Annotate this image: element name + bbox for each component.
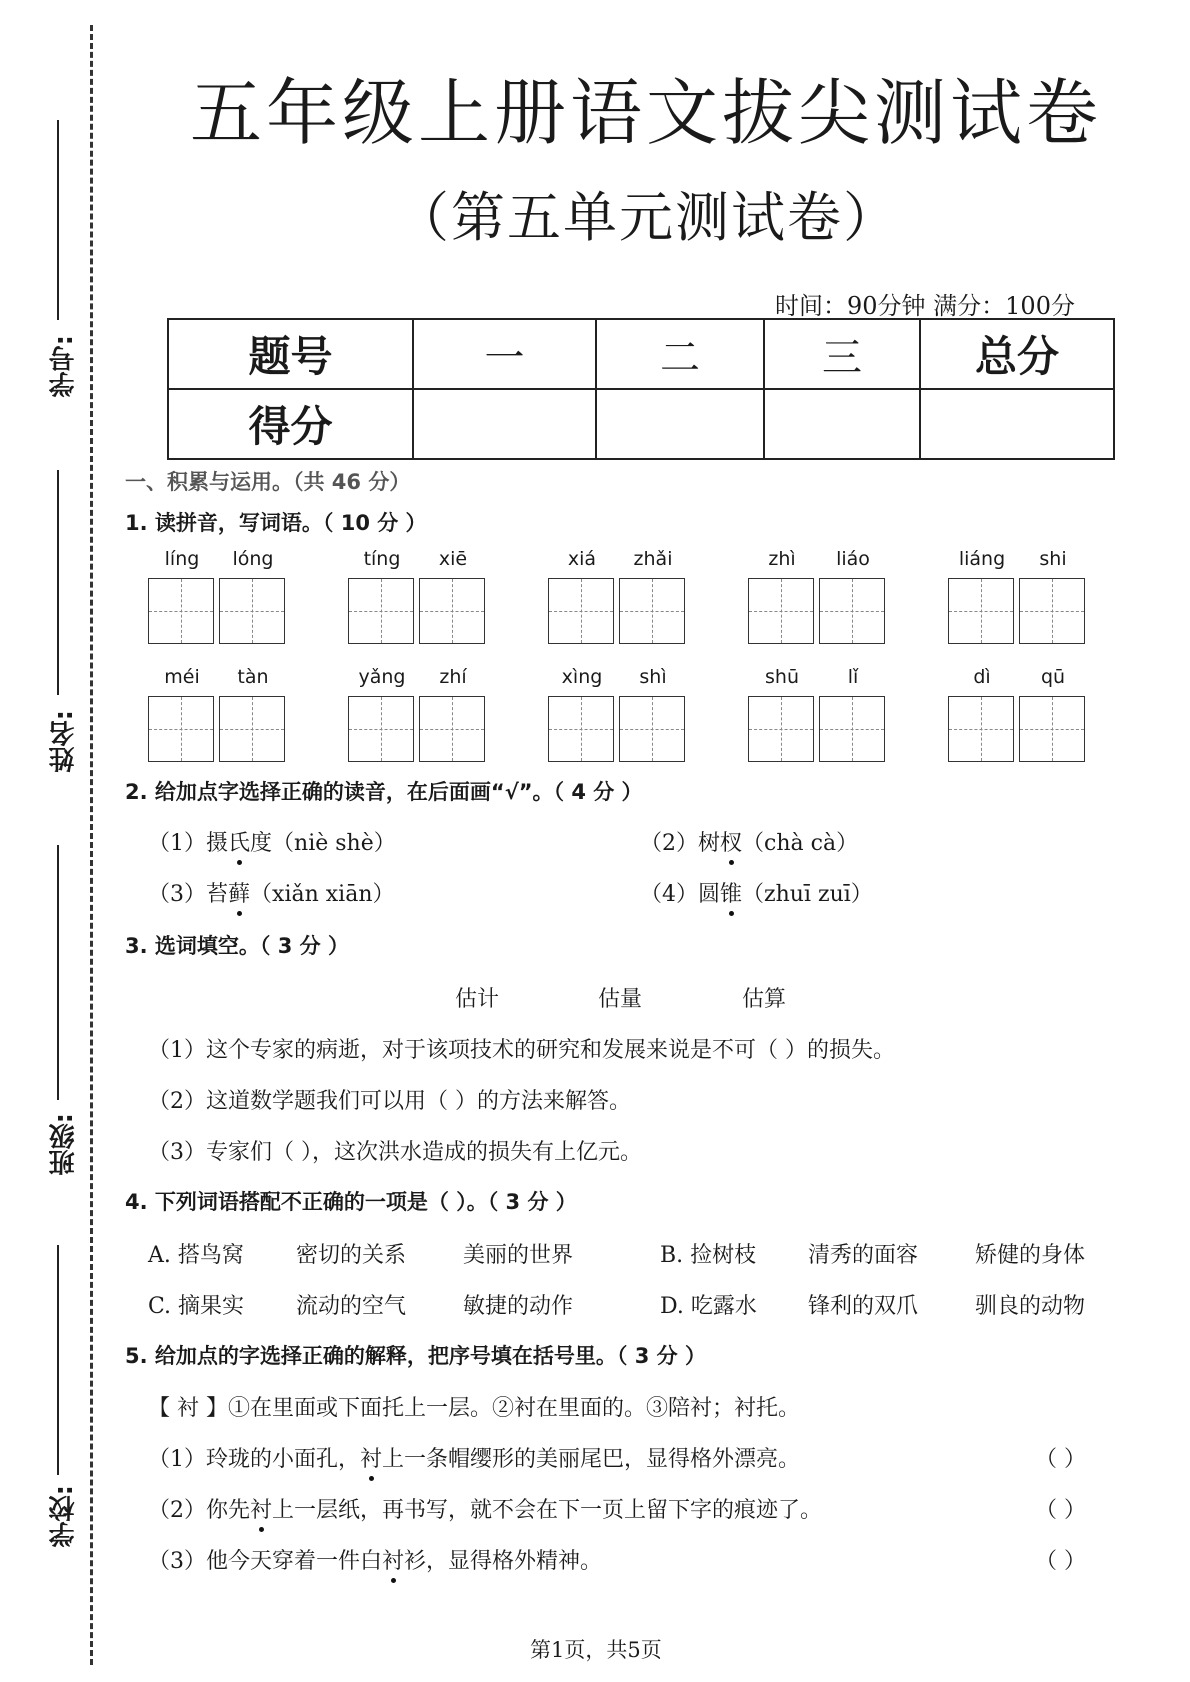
- question-3-heading: 3. 选词填空。（ 3 分 ）: [125, 934, 349, 958]
- q5-text: （1）玲珑的小面孔，: [148, 1447, 360, 1472]
- q4-option: C. 摘果实: [148, 1294, 245, 1319]
- dotted-character: 杈: [720, 826, 742, 857]
- pinyin-syllable: shū: [765, 666, 799, 688]
- school-line: [57, 1245, 59, 1475]
- school-label: 学校:: [49, 1485, 79, 1548]
- q4-option: 锋利的双爪: [808, 1294, 919, 1319]
- q4-option: 密切的关系: [296, 1243, 407, 1268]
- question-2-heading: 2. 给加点字选择正确的读音，在后面画“√”。（ 4 分 ）: [125, 780, 643, 804]
- character-writing-box[interactable]: [948, 578, 1014, 644]
- dotted-character: 氏: [228, 826, 250, 857]
- score-header-cell: 题号: [168, 319, 413, 389]
- q4-option: 敏捷的动作: [463, 1294, 574, 1319]
- pinyin-syllable: dì: [973, 666, 991, 688]
- character-writing-box[interactable]: [819, 696, 885, 762]
- class-field[interactable]: [20, 845, 90, 1175]
- character-writing-box[interactable]: [219, 696, 285, 762]
- character-writing-box[interactable]: [148, 578, 214, 644]
- pinyin-syllable: zhǎi: [633, 548, 673, 570]
- pinyin-syllable: zhí: [439, 666, 467, 688]
- character-writing-box[interactable]: [948, 696, 1014, 762]
- q2-item-1: [148, 826, 396, 857]
- q2-item-text: 苔: [206, 882, 229, 907]
- q5-text: 衫，显得格外精神。: [404, 1549, 603, 1574]
- character-writing-box[interactable]: [619, 696, 685, 762]
- score-table: [167, 318, 1115, 460]
- q4-option: 驯良的动物: [975, 1294, 1086, 1319]
- q2-item-options[interactable]: 度（niè shè）: [250, 831, 396, 856]
- q4-option: 流动的空气: [296, 1294, 407, 1319]
- score-header-cell: 三: [764, 319, 920, 389]
- pinyin-syllable: xìng: [561, 666, 603, 688]
- q5-text: （2）你先: [148, 1498, 250, 1523]
- character-writing-box[interactable]: [1019, 696, 1085, 762]
- q3-sentence-2[interactable]: （2）这道数学题我们可以用（ ）的方法来解答。: [148, 1089, 631, 1114]
- page-subtitle: （第五单元测试卷）: [395, 186, 899, 249]
- pinyin-syllable: tíng: [363, 548, 401, 570]
- student-id-field[interactable]: [20, 120, 90, 410]
- question-5-heading: 5. 给加点的字选择正确的解释，把序号填在括号里。（ 3 分 ）: [125, 1344, 706, 1368]
- answer-paren[interactable]: （ ）: [1035, 1447, 1086, 1472]
- q2-item-text: 摄: [206, 831, 229, 856]
- character-writing-box[interactable]: [219, 578, 285, 644]
- character-writing-box[interactable]: [348, 578, 414, 644]
- q2-item-2: [640, 826, 858, 857]
- score-header-cell: 总分: [920, 319, 1114, 389]
- q5-text: 上一条帽缨形的美丽尾巴，显得格外漂亮。: [382, 1447, 801, 1472]
- dotted-character: 衬: [360, 1442, 382, 1473]
- name-label: 姓名:: [49, 710, 79, 773]
- pinyin-syllable: lǐ: [847, 666, 859, 688]
- question-1-heading: 1. 读拼音，写词语。（ 10 分 ）: [125, 511, 427, 535]
- page-footer: 第1页，共5页: [530, 1638, 662, 1662]
- pinyin-syllable: méi: [164, 666, 200, 688]
- pinyin-syllable: liáng: [958, 548, 1006, 570]
- class-label: 班级:: [49, 1113, 79, 1176]
- page-title: 五年级上册语文拔尖测试卷: [190, 71, 1103, 155]
- question-4-heading[interactable]: 4. 下列词语搭配不正确的一项是（ ）。（ 3 分 ）: [125, 1190, 577, 1214]
- character-writing-box[interactable]: [748, 578, 814, 644]
- student-id-line: [57, 120, 59, 320]
- q2-item-number: （2）: [640, 831, 698, 856]
- character-writing-box[interactable]: [1019, 578, 1085, 644]
- score-input-cell[interactable]: [920, 389, 1114, 459]
- character-writing-box[interactable]: [348, 696, 414, 762]
- character-writing-box[interactable]: [548, 578, 614, 644]
- q2-item-text: 树: [698, 831, 721, 856]
- score-input-cell[interactable]: [764, 389, 920, 459]
- score-header-cell: 一: [413, 319, 596, 389]
- pinyin-word-group: [948, 666, 1088, 756]
- word-option: 估量: [598, 987, 643, 1012]
- q4-option: 美丽的世界: [463, 1243, 574, 1268]
- q3-sentence-1[interactable]: （1）这个专家的病逝，对于该项技术的研究和发展来说是不可（ ）的损失。: [148, 1038, 895, 1063]
- pinyin-word-group: [348, 548, 488, 638]
- pinyin-word-group: [748, 548, 888, 638]
- pinyin-word-group: [548, 666, 688, 756]
- student-id-label: 学号:: [49, 335, 79, 398]
- pinyin-syllable: shi: [1039, 548, 1067, 570]
- pinyin-word-group: [548, 548, 688, 638]
- q3-sentence-3[interactable]: （3）专家们（ ），这次洪水造成的损失有上亿元。: [148, 1140, 642, 1165]
- character-writing-box[interactable]: [619, 578, 685, 644]
- pinyin-syllable: liáo: [836, 548, 870, 570]
- character-writing-box[interactable]: [419, 696, 485, 762]
- q4-option: D. 吃露水: [660, 1294, 757, 1319]
- q2-item-4: [640, 877, 873, 908]
- name-field[interactable]: [20, 470, 90, 790]
- q2-item-options[interactable]: （xiǎn xiān）: [250, 882, 395, 907]
- pinyin-word-group: [748, 666, 888, 756]
- pinyin-syllable: lóng: [232, 548, 274, 570]
- pinyin-syllable: shì: [639, 666, 667, 688]
- score-row-label: 得分: [168, 389, 413, 459]
- pinyin-syllable: qū: [1040, 666, 1066, 688]
- pinyin-word-group: [148, 548, 288, 638]
- q2-item-text: 圆: [698, 882, 721, 907]
- q4-option: A. 搭鸟窝: [148, 1243, 244, 1268]
- q5-sentence-2: [148, 1493, 822, 1524]
- pinyin-word-group: [348, 666, 488, 756]
- q5-definition: 【 衬 】①在里面或下面托上一层。②衬在里面的。③陪衬；衬托。: [148, 1396, 800, 1421]
- character-writing-box[interactable]: [748, 696, 814, 762]
- pinyin-syllable: zhì: [768, 548, 796, 570]
- character-writing-box[interactable]: [419, 578, 485, 644]
- character-writing-box[interactable]: [548, 696, 614, 762]
- q2-item-number: （1）: [148, 831, 206, 856]
- q4-option: B. 捡树枝: [660, 1243, 757, 1268]
- q5-text: （3）他今天穿着一件白: [148, 1549, 382, 1574]
- school-field[interactable]: [20, 1245, 90, 1548]
- score-header-cell: 二: [596, 319, 764, 389]
- character-writing-box[interactable]: [148, 696, 214, 762]
- name-line: [57, 470, 59, 695]
- q5-sentence-3: [148, 1544, 602, 1575]
- answer-paren[interactable]: （ ）: [1035, 1549, 1086, 1574]
- score-input-cell[interactable]: [413, 389, 596, 459]
- section-1-heading: 一、积累与运用。（共 46 分）: [125, 470, 411, 494]
- q2-item-number: （3）: [148, 882, 206, 907]
- q2-item-options[interactable]: （chà cà）: [742, 831, 859, 856]
- pinyin-syllable: tàn: [237, 666, 269, 688]
- q2-item-3: [148, 877, 394, 908]
- class-line: [57, 845, 59, 1100]
- answer-paren[interactable]: （ ）: [1035, 1498, 1086, 1523]
- pinyin-syllable: xiē: [438, 548, 468, 570]
- q5-text: 上一层纸，再书写，就不会在下一页上留下字的痕迹了。: [272, 1498, 823, 1523]
- q4-option: 清秀的面容: [808, 1243, 919, 1268]
- character-writing-box[interactable]: [819, 578, 885, 644]
- pinyin-word-group: [148, 666, 288, 756]
- dotted-character: 衬: [250, 1493, 272, 1524]
- word-option: 估算: [742, 987, 787, 1012]
- binding-dashed-line: [90, 25, 93, 1665]
- pinyin-syllable: yǎng: [358, 666, 406, 688]
- dotted-character: 衬: [382, 1544, 404, 1575]
- q2-item-number: （4）: [640, 882, 698, 907]
- word-option: 估计: [455, 987, 500, 1012]
- dotted-character: 藓: [228, 877, 250, 908]
- pinyin-word-group: [948, 548, 1088, 638]
- q5-sentence-1: [148, 1442, 800, 1473]
- dotted-character: 锥: [720, 877, 742, 908]
- pinyin-syllable: xiá: [567, 548, 597, 570]
- q4-option: 矫健的身体: [975, 1243, 1086, 1268]
- score-input-cell[interactable]: [596, 389, 764, 459]
- time-info: 时间：90分钟 满分：100分: [775, 292, 1075, 320]
- q2-item-options[interactable]: （zhuī zuī）: [742, 882, 873, 907]
- pinyin-syllable: líng: [164, 548, 200, 570]
